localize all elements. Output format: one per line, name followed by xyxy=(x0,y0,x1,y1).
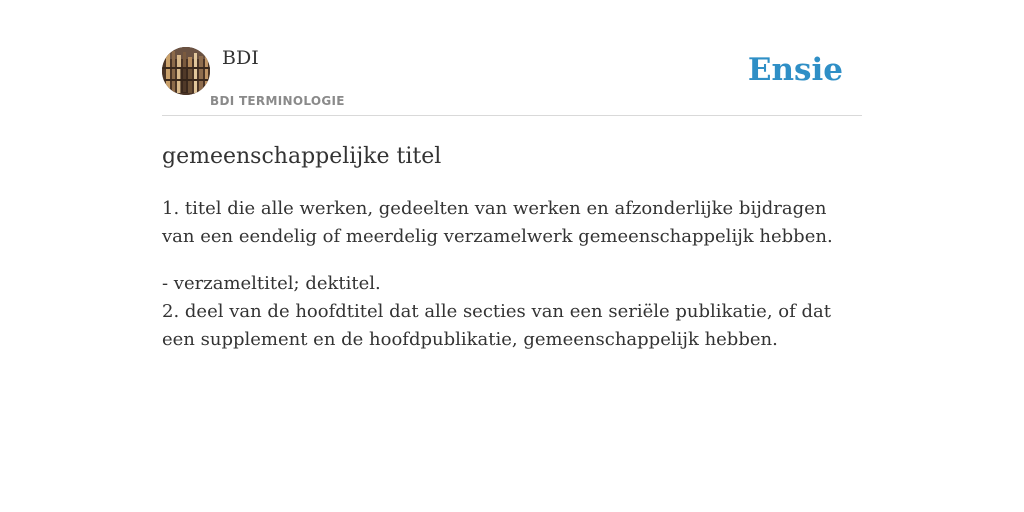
author-name[interactable]: BDI xyxy=(222,47,259,69)
term-title: gemeenschappelijke titel xyxy=(162,144,442,169)
definition-paragraph-2: 2. deel van de hoofdtitel dat alle secties van een seriële publikatie, of dat een supplement en de hoofdpublikatie, gemeenschappelijk hebben. xyxy=(162,301,831,350)
entry-card xyxy=(162,40,862,354)
avatar[interactable] xyxy=(162,47,210,95)
brand-logo[interactable]: Ensie xyxy=(747,52,843,88)
definition-paragraph-1: 1. titel die alle werken, gedeelten van werken en afzonderlijke bijdragen van een eendelig of meerdelig verzamelwerk gemeenschappelijk hebben. xyxy=(162,198,833,247)
entry-header xyxy=(162,40,862,116)
source-label[interactable]: BDI TERMINOLOGIE xyxy=(210,94,345,108)
synonyms-line: - verzameltitel; dektitel. xyxy=(162,273,381,294)
library-avatar-image xyxy=(162,47,210,95)
